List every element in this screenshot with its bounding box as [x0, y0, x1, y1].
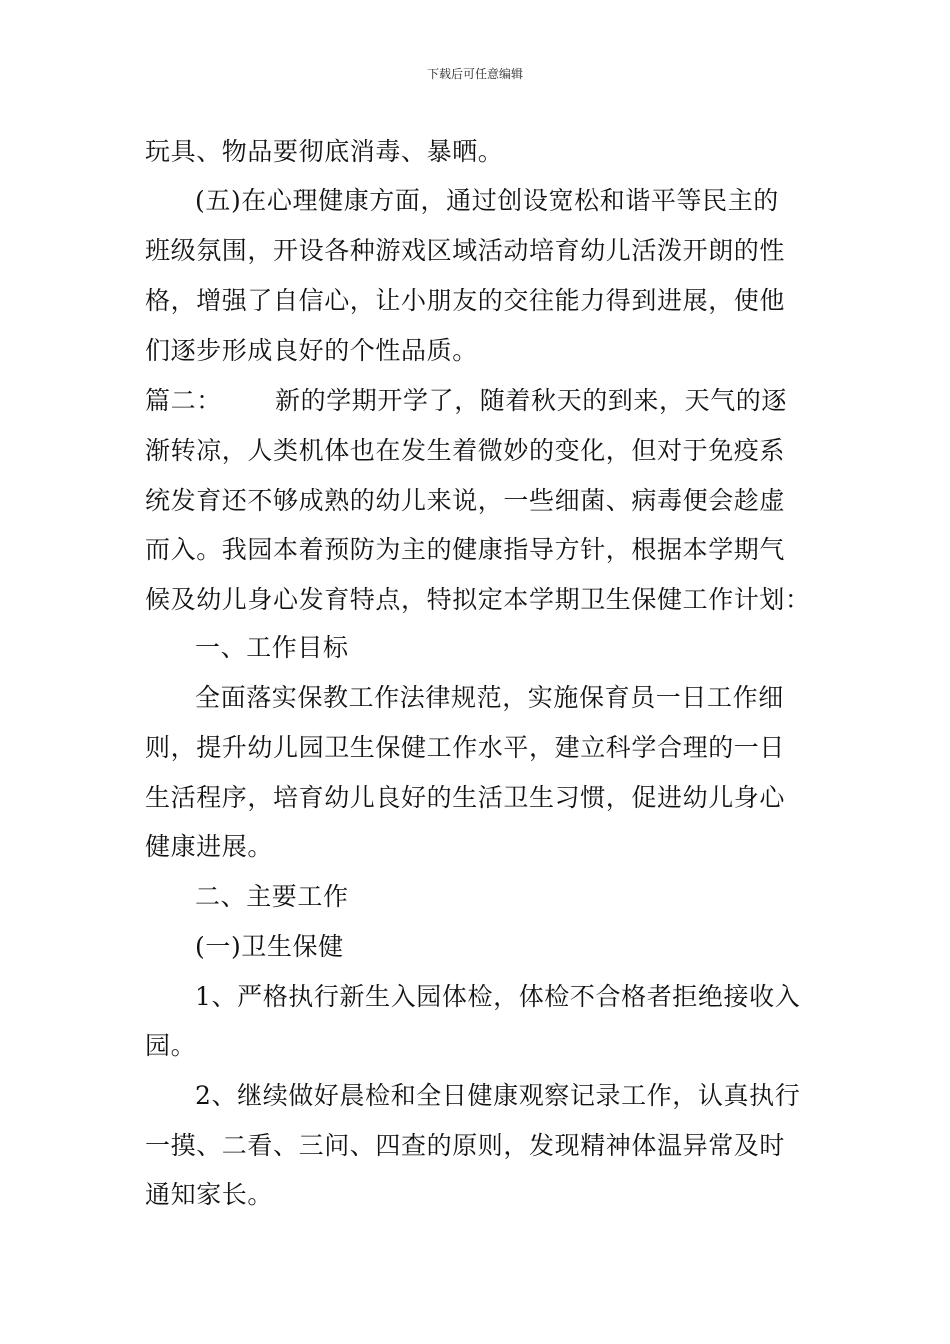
text-line: 1、严格执行新生入园体检，体检不合格者拒绝接收入 — [195, 982, 801, 1011]
text-line: 们逐步形成良好的个性品质。 — [145, 336, 478, 365]
section-intro: 新的学期开学了，随着秋天的到来，天气的逐 — [275, 386, 788, 415]
text-line-section — [145, 383, 815, 419]
text-line: 生活程序，培育幼儿良好的生活卫生习惯，促进幼儿身心 — [145, 783, 786, 812]
text-line: (五)在心理健康方面，通过创设宽松和谐平等民主的 — [195, 186, 779, 215]
text-line: 全面落实保教工作法律规范，实施保育员一日工作细 — [195, 683, 784, 712]
text-line: 通知家长。 — [145, 1180, 274, 1209]
text-line: 候及幼儿身心发育特点，特拟定本学期卫生保健工作计划： — [145, 585, 811, 614]
text-line: 2、继续做好晨检和全日健康观察记录工作，认真执行 — [195, 1081, 801, 1110]
heading-work-goals: 一、工作目标 — [195, 633, 349, 662]
text-line: 班级氛围，开设各种游戏区域活动培育幼儿活泼开朗的性 — [145, 236, 786, 265]
heading-main-work: 二、主要工作 — [195, 882, 349, 911]
text-line: 而入。我园本着预防为主的健康指导方针，根据本学期气 — [145, 535, 786, 564]
text-line: 则，提升幼儿园卫生保健工作水平，建立科学合理的一日 — [145, 733, 786, 762]
text-line: 格，增强了自信心，让小朋友的交往能力得到进展，使他 — [145, 286, 786, 315]
text-line: 统发育还不够成熟的幼儿来说，一些细菌、病毒便会趁虚 — [145, 486, 786, 515]
section-label: 篇二： — [145, 386, 222, 415]
text-line: 健康进展。 — [145, 832, 274, 861]
page-header: 下载后可任意编辑 — [426, 67, 523, 81]
text-line: 渐转凉，人类机体也在发生着微妙的变化，但对于免疫系 — [145, 436, 786, 465]
text-line: 园。 — [145, 1031, 197, 1060]
heading-health-care: (一)卫生保健 — [195, 932, 344, 961]
text-line: 一摸、二看、三问、四查的原则，发现精神体温异常及时 — [145, 1131, 786, 1160]
text-line: 玩具、物品要彻底消毒、暴晒。 — [145, 137, 504, 166]
